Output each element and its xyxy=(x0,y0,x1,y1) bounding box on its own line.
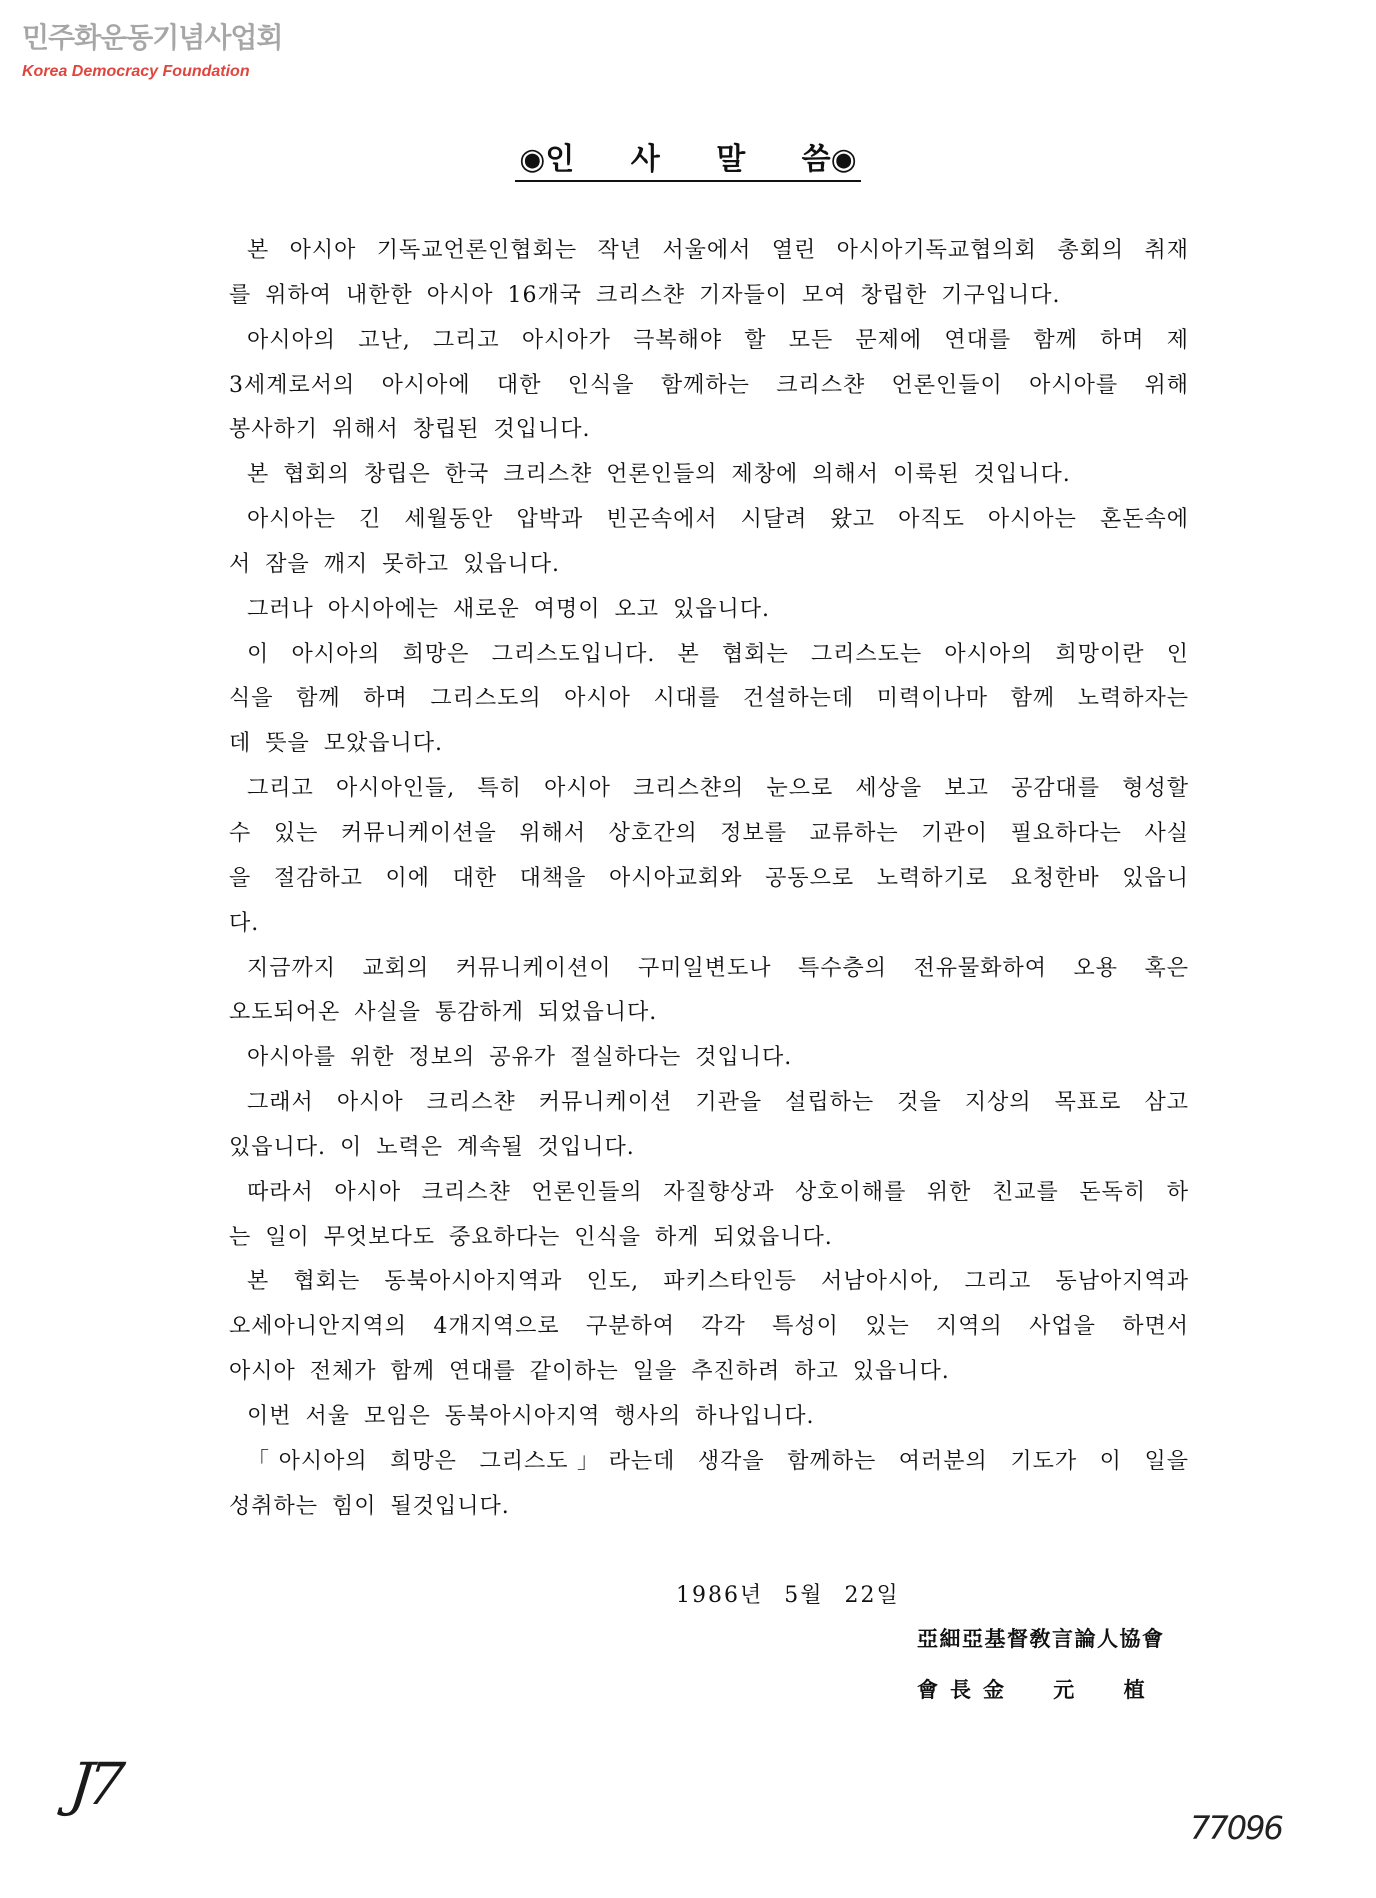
body-line: 이번 서울 모임은 동북아시아지역 행사의 하나입니다. xyxy=(247,1403,815,1429)
page-title: ◉인 사 말 씀◉ xyxy=(515,142,861,182)
paragraph xyxy=(229,947,1189,1037)
letter-date: 1986년 5월 22일 xyxy=(676,1583,900,1608)
body-line: 오도되어온 사실을 통감하게 되었읍니다. xyxy=(229,1000,658,1026)
body-line: 본 협회는 동북아시아지역과 인도, 파키스타인등 서남아시아, 그리고 동남아지역과 xyxy=(247,1269,1189,1295)
title-block xyxy=(0,142,1376,182)
organization-name: 亞細亞基督敎言論人協會 xyxy=(917,1626,1165,1651)
paragraph xyxy=(229,1395,1189,1440)
paragraph xyxy=(229,453,1189,498)
paragraph xyxy=(229,1440,1189,1530)
handwritten-mark-right: 77096 xyxy=(1190,1809,1282,1847)
letter-body xyxy=(229,229,1189,1529)
body-line: 아시아는 긴 세월동안 압박과 빈곤속에서 시달려 왔고 아직도 아시아는 혼돈속에 xyxy=(247,507,1189,533)
body-line: 그러나 아시아에는 새로운 여명이 오고 있읍니다. xyxy=(247,596,771,622)
body-line: 서 잠을 깨지 못하고 있읍니다. xyxy=(229,551,560,577)
paragraph xyxy=(229,767,1189,946)
body-line: 그래서 아시아 크리스챤 커뮤니케이션 기관을 설립하는 것을 지상의 목표로 삼고 xyxy=(247,1090,1189,1116)
body-line: 는 일이 무엇보다도 중요하다는 인식을 하게 되었읍니다. xyxy=(229,1224,833,1250)
body-line: 식을 함께 하며 그리스도의 아시아 시대를 건설하는데 미력이나마 함께 노력하자는 xyxy=(229,686,1189,712)
body-line: 수 있는 커뮤니케이션을 위해서 상호간의 정보를 교류하는 기관이 필요하다는 사실 xyxy=(229,820,1189,846)
body-line: 따라서 아시아 크리스챤 언론인들의 자질향상과 상호이해를 위한 친교를 돈독히 하 xyxy=(247,1179,1189,1205)
paragraph xyxy=(229,1260,1189,1395)
body-line: 을 절감하고 이에 대한 대책을 아시아교회와 공동으로 노력하기로 요청한바 있읍니 xyxy=(229,865,1189,891)
body-line: 「아시아의 희망은 그리스도」라는데 생각을 함께하는 여러분의 기도가 이 일을 xyxy=(247,1448,1189,1474)
body-line: 그리고 아시아인들, 특히 아시아 크리스챤의 눈으로 세상을 보고 공감대를 형성할 xyxy=(247,776,1189,802)
paragraph xyxy=(229,1036,1189,1081)
body-line: 를 위하여 내한한 아시아 16개국 크리스챤 기자들이 모여 창립한 기구입니다. xyxy=(229,282,1061,308)
body-line: 오세아니안지역의 4개지역으로 구분하여 각각 특성이 있는 지역의 사업을 하면서 xyxy=(229,1314,1189,1340)
body-line: 아시아의 고난, 그리고 아시아가 극복해야 할 모든 문제에 연대를 함께 하며 제 xyxy=(247,327,1189,353)
body-line: 데 뜻을 모았읍니다. xyxy=(229,731,443,757)
paragraph xyxy=(229,1171,1189,1261)
paragraph xyxy=(229,633,1189,768)
body-line: 지금까지 교회의 커뮤니케이션이 구미일변도나 특수층의 전유물화하여 오용 혹은 xyxy=(247,955,1189,981)
watermark-english: Korea Democracy Foundation xyxy=(22,63,250,80)
body-line: 있읍니다. 이 노력은 계속될 것입니다. xyxy=(229,1134,635,1160)
body-line: 아시아 전체가 함께 연대를 같이하는 일을 추진하려 하고 있읍니다. xyxy=(229,1359,950,1385)
body-line: 3세계로서의 아시아에 대한 인식을 함께하는 크리스챤 언론인들이 아시아를 위해 xyxy=(229,372,1189,398)
signer-name: 會長金 元 植 xyxy=(917,1677,1157,1702)
body-line: 본 협회의 창립은 한국 크리스챤 언론인들의 제창에 의해서 이룩된 것입니다. xyxy=(247,462,1071,488)
body-line: 이 아시아의 희망은 그리스도입니다. 본 협회는 그리스도는 아시아의 희망이란 인 xyxy=(247,641,1189,667)
watermark-korean: 민주화운동기념사업회 xyxy=(22,21,283,54)
body-line: 아시아를 위한 정보의 공유가 절실하다는 것입니다. xyxy=(247,1045,793,1071)
body-line: 봉사하기 위해서 창립된 것입니다. xyxy=(229,417,591,443)
paragraph xyxy=(229,1081,1189,1171)
paragraph xyxy=(229,229,1189,319)
paragraph xyxy=(229,588,1189,633)
body-line: 다. xyxy=(229,910,260,936)
paragraph xyxy=(229,319,1189,454)
body-line: 성취하는 힘이 될것입니다. xyxy=(229,1493,510,1519)
handwritten-mark-left: J7 xyxy=(66,1750,122,1818)
body-line: 본 아시아 기독교언론인협회는 작년 서울에서 열린 아시아기독교협의회 총회의 취재 xyxy=(247,238,1189,263)
paragraph xyxy=(229,498,1189,588)
